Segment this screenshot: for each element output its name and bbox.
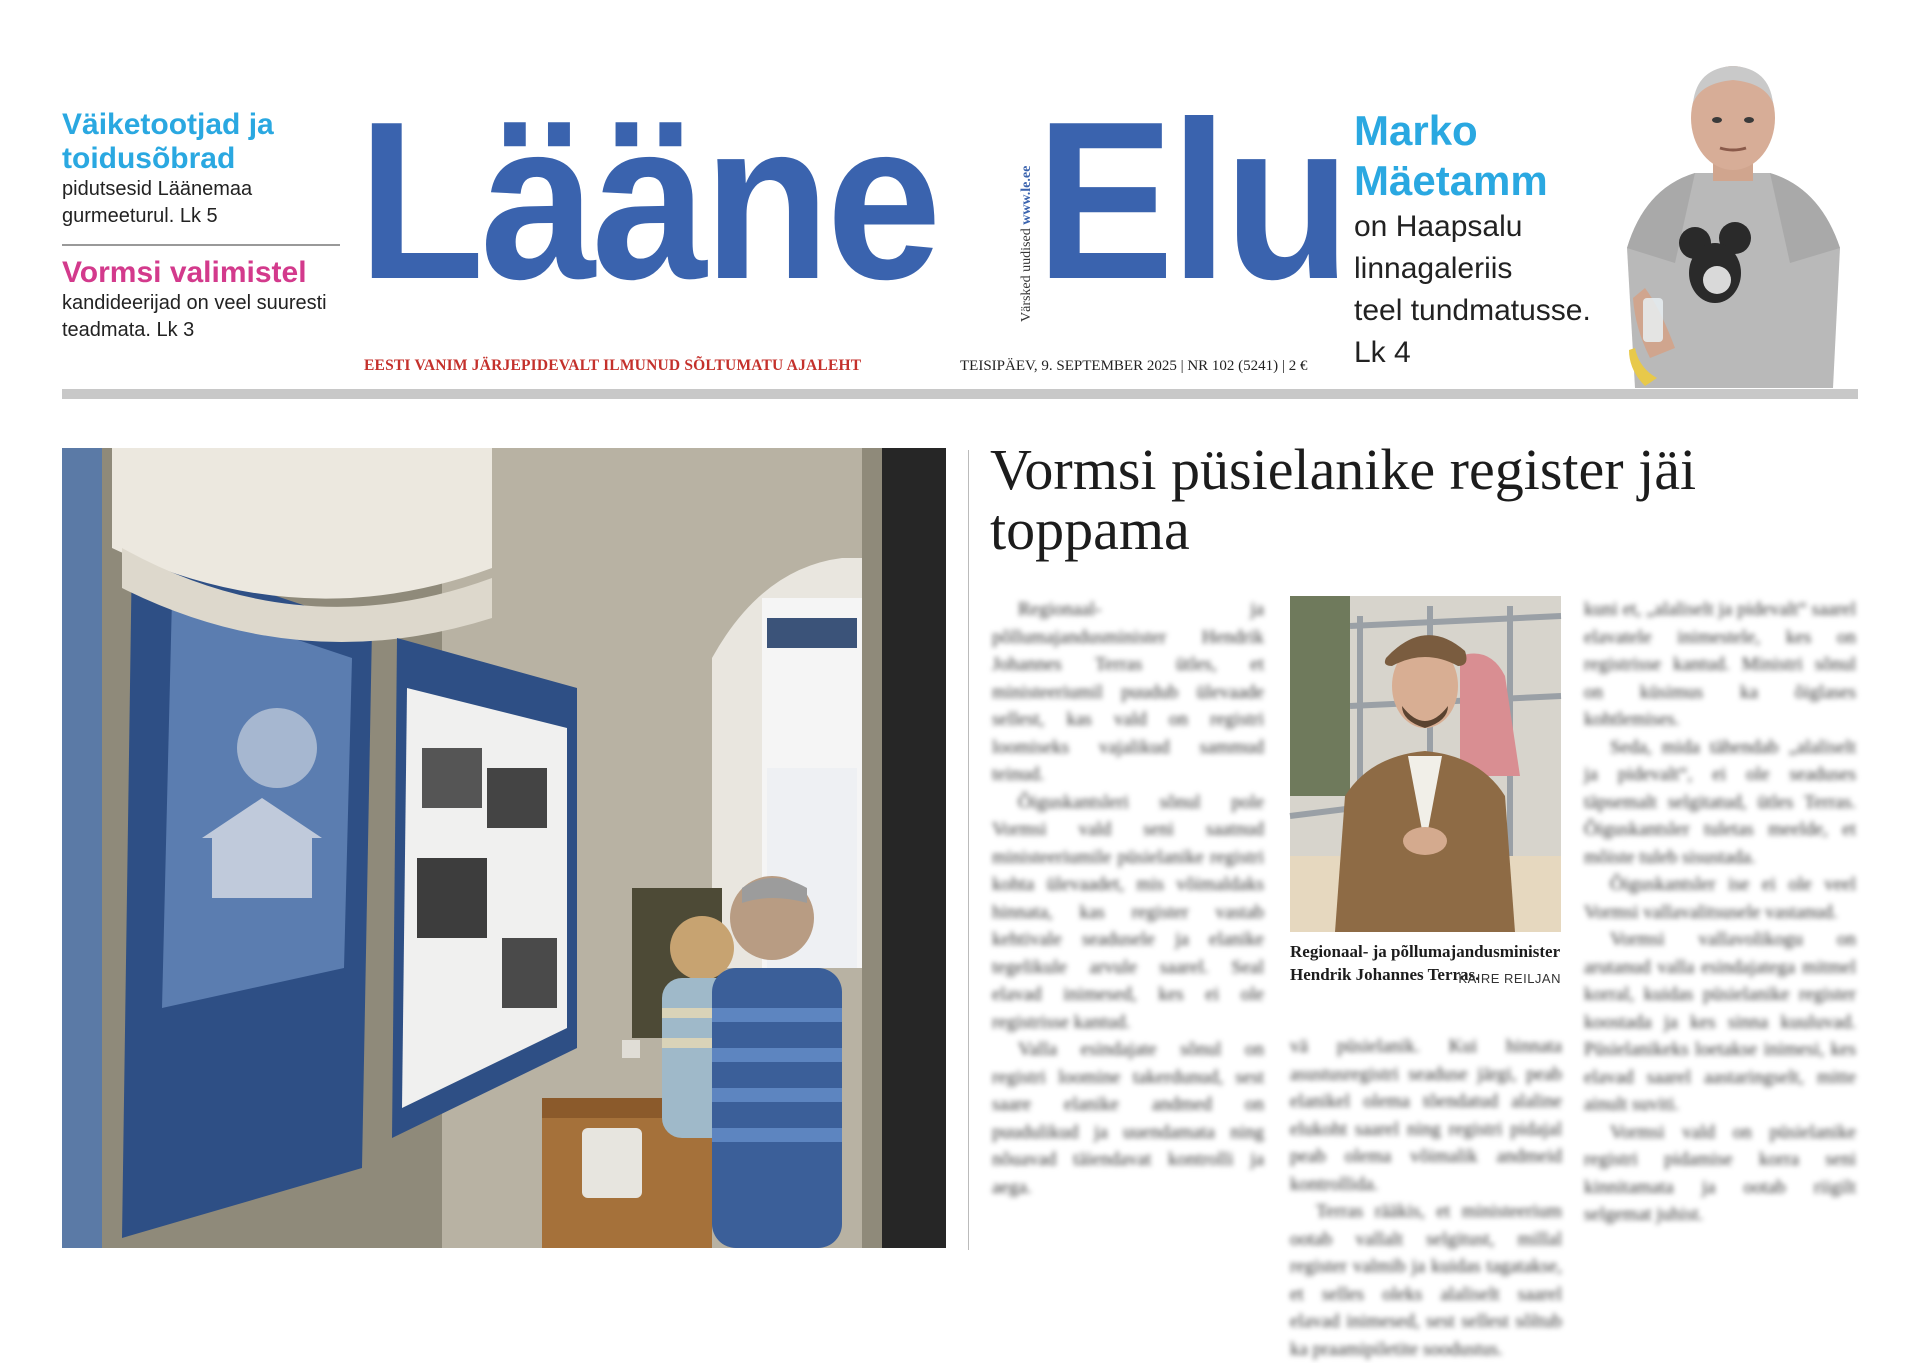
- issue-number: NR 102 (5241): [1187, 358, 1279, 374]
- teaser-title: Vormsi valimistel: [62, 256, 307, 289]
- vertical-url[interactable]: www.le.ee: [1019, 165, 1034, 225]
- article-paragraph: Regionaal- ja põllumajandusminister Hendrik Johannes Terras ütles, et ministeeriumil puudub ülevaade sellest, kas vald on registri loomiseks vajalikud sammud teinud.: [992, 599, 1264, 785]
- teaser-body: pidutsesid Läänemaa gurmeeturul. Lk 5: [62, 178, 253, 227]
- promo-line: teel tundmatusse.: [1354, 294, 1591, 327]
- article-paragraph: Terras rääkis, et ministeerium ootab vallalt selgitust, millal register valmib ja kuidas tagatakse, et selles oleks alaliselt saarel elavad inimesed, sest sellest sõltub ka praamipiletite soodustus.: [1290, 1201, 1562, 1360]
- exhibition-photo: [62, 448, 946, 1248]
- article-paragraph: Seda, mida tähendab „alaliselt ja pidevalt“, ei ole seaduses täpsemalt selgitatud, ütles Terras. Õiguskantsler tuletas meelde, et mõiste tuleb sisustada.: [1584, 736, 1856, 868]
- column-divider: [968, 450, 969, 1250]
- article-column-1: [992, 596, 1264, 1251]
- promo-teaser[interactable]: [1354, 106, 1614, 374]
- issue-price: 2 €: [1288, 358, 1308, 374]
- promo-portrait-image: [1605, 48, 1860, 388]
- teaser-body: kandideerijad on veel suuresti teadmata. Lk 3: [62, 292, 327, 341]
- article-paragraph: kuni et, „alaliselt ja pidevalt“ saarel elavatele inimestele, kes on registrisse kantud. Ministri sõnul on küsimus ka õiglases kohtlemises.: [1584, 599, 1856, 730]
- minister-photo: [1290, 596, 1561, 932]
- issue-date: TEISIPÄEV, 9. SEPTEMBER 2025: [960, 358, 1177, 374]
- dateline-separator: |: [1180, 358, 1188, 374]
- article-paragraph: Vormsi vallavolikogu on arutanud valla esindajatega mitmel korral, kuidas püsielanike register koostada ja kes sinna kuuluvad. Püsielanikeks loetakse inimesi, kes elavad saarel aastaringselt, mitte ainult suviti.: [1584, 929, 1856, 1115]
- article-paragraph: Valla esindajate sõnul on registri loomine takerdunud, sest saare elanike andmed on puudulikud ja uuendamata ning nõuavad täiendavat kontrolli ja aega.: [992, 1039, 1264, 1198]
- photo-caption-block: [1290, 940, 1561, 986]
- article-column-3: [1584, 596, 1856, 1251]
- article-headline[interactable]: Vormsi püsielanike register jäi toppama: [990, 437, 1697, 562]
- teaser-2[interactable]: [62, 256, 342, 344]
- promo-line: linnagaleriis: [1354, 252, 1513, 285]
- article-paragraph: Õiguskantsler ise ei ole veel Vormsi vallavalitsusele vastanud.: [1584, 874, 1856, 923]
- article-paragraph: Vormsi vald on püsielanike registri pidamise korra seni kinnitamata ja ootab riigilt selgemat juhist.: [1584, 1121, 1856, 1225]
- promo-line: on Haapsalu: [1354, 210, 1523, 243]
- teaser-1[interactable]: [62, 108, 342, 230]
- dateline-separator: |: [1281, 358, 1289, 374]
- article-paragraph: vä püsielanik. Kui hinnata asustusregistri seaduse järgi, peab elanikel olema tõendatud alaline elukoht saarel ning registri pidajal peab olema võimalik andmeid kontrollida.: [1290, 1036, 1562, 1195]
- photo-credit: KAIRE REILJAN: [1458, 971, 1561, 986]
- masthead-rule: [62, 389, 1858, 399]
- promo-name: Marko Mäetamm: [1354, 107, 1548, 204]
- article-paragraph: Õiguskantsleri sõnul pole Vormsi vald seni saatnud ministeeriumile püsielanike registri kohta ülevaadet, mis võimaldaks hinnata, kas register vastab kehtivale seadusele ja elanike tegelikule arvule saarel. Seal elavad inimesed, kes ei ole registrisse kantud.: [992, 791, 1264, 1033]
- masthead-tagline: EESTI VANIM JÄRJEPIDEVALT ILMUNUD SÕLTUMATU AJALEHT: [364, 357, 862, 374]
- article-column-2: [1290, 1033, 1562, 1360]
- vertical-label: Värsked uudised: [1019, 228, 1034, 322]
- photo-caption: Regionaal- ja põllumajandusminister Hendrik Johannes Terras.: [1290, 942, 1560, 984]
- masthead-dateline: [960, 358, 1307, 375]
- teaser-title: Väiketootjad ja toidusõbrad: [62, 108, 274, 175]
- masthead-vertical-text: [1019, 166, 1035, 322]
- masthead-word-laane: Lääne: [358, 74, 938, 326]
- masthead-word-elu: Elu: [1036, 74, 1347, 326]
- teaser-divider: [62, 244, 340, 246]
- promo-line: Lk 4: [1354, 336, 1411, 369]
